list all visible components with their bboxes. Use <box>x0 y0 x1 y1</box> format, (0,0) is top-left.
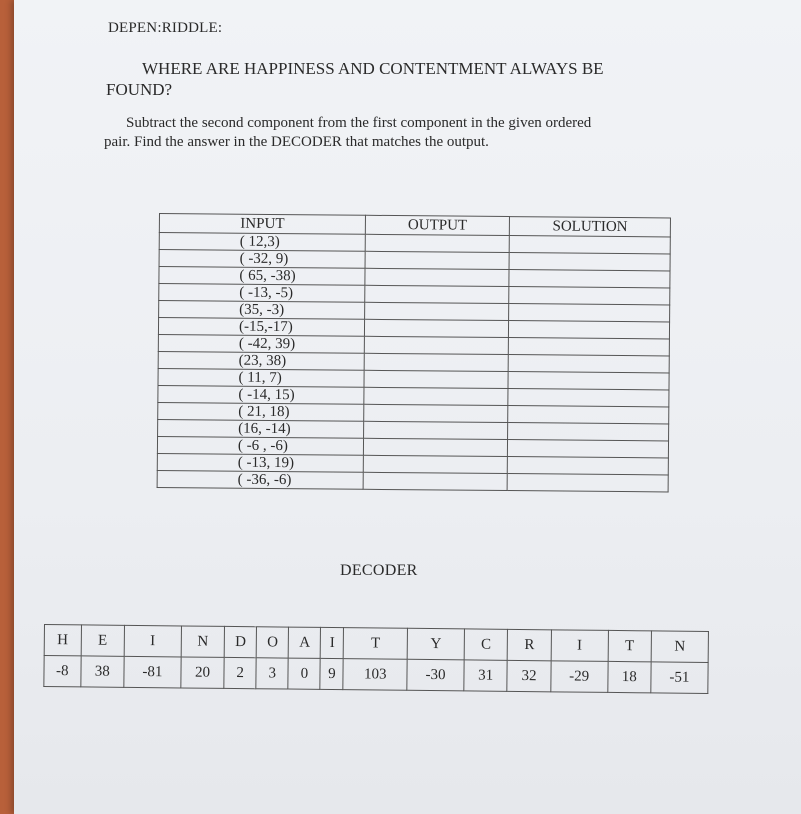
output-cell[interactable] <box>365 285 509 303</box>
decoder-letter: N <box>181 626 225 657</box>
input-output-table <box>157 213 671 492</box>
output-cell[interactable] <box>363 472 507 490</box>
riddle-question <box>106 58 666 100</box>
decoder-letter: C <box>464 629 508 660</box>
decoder-value: 38 <box>80 656 124 687</box>
decoder-value: 2 <box>224 657 256 688</box>
solution-cell[interactable] <box>508 406 669 424</box>
decoder-letter: T <box>344 628 408 660</box>
solution-cell[interactable] <box>509 236 670 254</box>
input-cell: ( -13, 19) <box>157 453 363 472</box>
input-cell: ( -14, 15) <box>158 385 364 404</box>
decoder-letter: Y <box>407 628 464 660</box>
output-cell[interactable] <box>365 234 509 252</box>
decoder-letter: D <box>224 626 256 657</box>
decoder-letter: H <box>44 625 81 656</box>
decoder-letter: T <box>608 630 652 661</box>
decoder-letter: A <box>289 627 321 658</box>
output-header: OUTPUT <box>365 215 509 235</box>
decoder-value: -30 <box>407 659 464 691</box>
solution-cell[interactable] <box>509 287 670 305</box>
output-cell[interactable] <box>363 455 507 473</box>
decoder-value: 32 <box>507 660 551 691</box>
input-cell: ( 12,3) <box>159 233 365 252</box>
worksheet-header: DEPEN:RIDDLE: <box>108 20 223 36</box>
solution-cell[interactable] <box>507 474 668 492</box>
instructions <box>104 114 684 152</box>
output-cell[interactable] <box>365 302 509 320</box>
solution-cell[interactable] <box>508 440 669 458</box>
input-cell: (35, -3) <box>159 301 365 320</box>
decoder-value: 9 <box>320 658 343 689</box>
output-cell[interactable] <box>364 404 508 422</box>
input-cell: ( -36, -6) <box>157 470 363 489</box>
instructions-line-1: Subtract the second component from the first component in the given ordered <box>126 115 592 131</box>
decoder-value: 0 <box>288 658 320 689</box>
input-header: INPUT <box>159 214 365 235</box>
decoder-values-row <box>44 656 708 694</box>
output-cell[interactable] <box>365 251 509 269</box>
input-cell: ( -13, -5) <box>159 284 365 303</box>
question-line-2: FOUND? <box>106 80 173 99</box>
output-cell[interactable] <box>364 353 508 371</box>
decoder-letter: I <box>321 627 344 658</box>
input-cell: (-15,-17) <box>158 318 364 337</box>
output-cell[interactable] <box>363 438 507 456</box>
input-cell: (23, 38) <box>158 351 364 370</box>
output-cell[interactable] <box>364 319 508 337</box>
output-cell[interactable] <box>364 387 508 405</box>
decoder-letter: I <box>124 625 181 657</box>
decoder-letter: R <box>508 629 552 660</box>
output-cell[interactable] <box>364 336 508 354</box>
decoder-value: -29 <box>551 661 608 693</box>
input-cell: ( 21, 18) <box>158 402 364 421</box>
decoder-value: 31 <box>464 660 508 691</box>
input-cell: ( -32, 9) <box>159 250 365 269</box>
solution-cell[interactable] <box>509 253 670 271</box>
input-cell: ( -6 , -6) <box>157 436 363 455</box>
output-cell[interactable] <box>365 268 509 286</box>
input-cell: ( 65, -38) <box>159 267 365 286</box>
input-cell: ( -42, 39) <box>158 334 364 353</box>
solution-cell[interactable] <box>508 457 669 475</box>
decoder-letter: O <box>256 627 288 658</box>
solution-cell[interactable] <box>508 355 669 373</box>
decoder-value: 103 <box>343 659 407 691</box>
decoder-value: -8 <box>44 656 81 687</box>
table-row <box>157 470 668 491</box>
decoder-table <box>43 624 709 694</box>
input-cell: ( 11, 7) <box>158 368 364 387</box>
decoder-letter: I <box>551 630 608 662</box>
solution-header: SOLUTION <box>510 217 671 237</box>
solution-cell[interactable] <box>509 270 670 288</box>
output-cell[interactable] <box>364 370 508 388</box>
worksheet-page <box>14 0 801 814</box>
solution-cell[interactable] <box>508 389 669 407</box>
decoder-value: 3 <box>256 658 288 689</box>
question-line-1: WHERE ARE HAPPINESS AND CONTENTMENT ALWAYS BE <box>142 59 604 78</box>
solution-cell[interactable] <box>509 321 670 339</box>
decoder-letter: E <box>81 625 125 656</box>
output-cell[interactable] <box>364 421 508 439</box>
solution-cell[interactable] <box>508 372 669 390</box>
solution-cell[interactable] <box>509 338 670 356</box>
instructions-line-2: pair. Find the answer in the DECODER that matches the output. <box>104 134 489 150</box>
decoder-value: 20 <box>181 657 225 688</box>
decoder-title: DECODER <box>340 562 418 579</box>
decoder-letter: N <box>651 631 708 663</box>
solution-cell[interactable] <box>508 423 669 441</box>
decoder-value: -81 <box>124 656 181 688</box>
decoder-value: -51 <box>651 662 708 694</box>
decoder-value: 18 <box>607 661 651 692</box>
solution-cell[interactable] <box>509 304 670 322</box>
input-cell: (16, -14) <box>158 419 364 438</box>
